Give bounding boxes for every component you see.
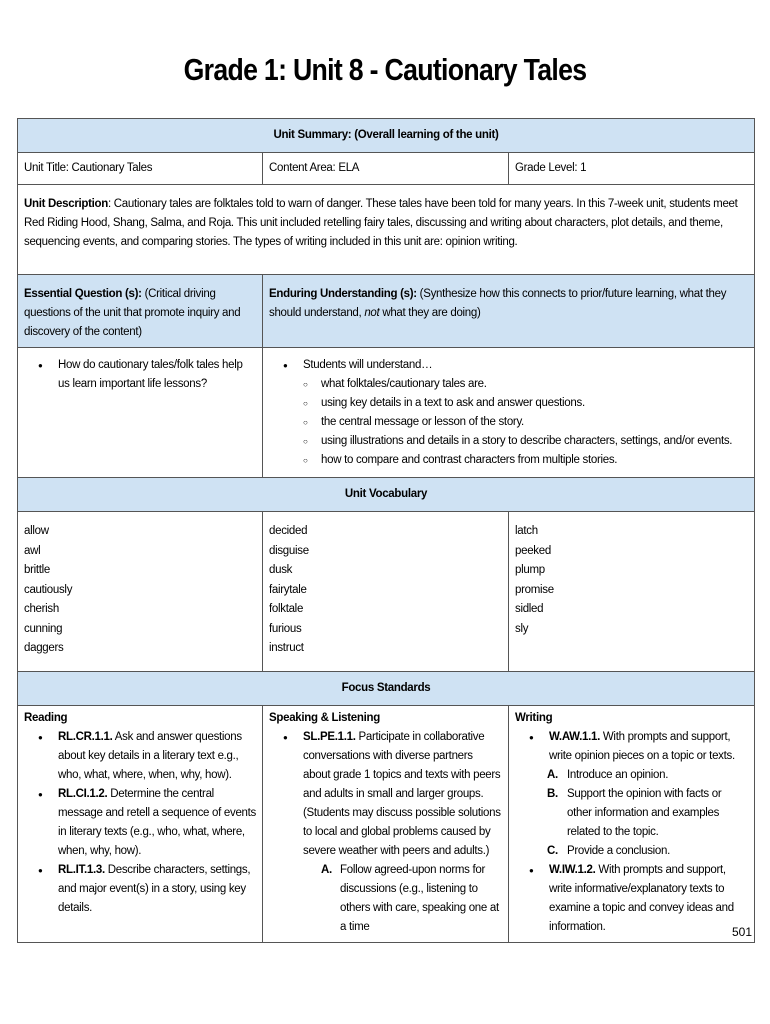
list-item	[515, 842, 748, 861]
vocab-column-1	[18, 512, 263, 672]
sub-text: Introduce an opinion.	[567, 769, 669, 781]
list-item: ○ using illustrations and details in a story to describe characters, settings, and/or events.	[269, 432, 748, 451]
vocab-word: instruct	[269, 642, 304, 654]
vocab-word: cautiously	[24, 583, 73, 596]
sub-key: A.	[547, 769, 558, 781]
standard-text: Participate in collaborative conversations with diverse partners about grade 1 topics and texts with peers and adults in small and larger groups. (Students may discuss possible solutions to local and global problems caused by severe weather with peers and adults.)	[303, 731, 501, 857]
vocab-word: decided	[269, 525, 308, 537]
vocab-word: plump	[515, 564, 545, 576]
reading-heading: Reading	[24, 712, 68, 724]
page-number: 501	[731, 925, 752, 939]
sub-text: Provide a conclusion.	[567, 845, 671, 857]
list-item: ○ using key details in a text to ask and answer questions.	[269, 394, 748, 413]
vocab-word: brittle	[24, 564, 51, 576]
standard-code: RL.CI.1.2.	[58, 788, 108, 800]
reading-standards	[18, 706, 263, 943]
writing-standards	[509, 706, 755, 943]
page-title: Grade 1: Unit 8 - Cautionary Tales	[183, 52, 587, 87]
enduring-hint-b: what they are doing)	[379, 307, 481, 319]
essential-label: Essential Question (s):	[24, 288, 142, 300]
vocab-word: cunning	[24, 622, 63, 635]
essential-questions	[18, 348, 263, 478]
standard-text: Determine the central message and retell a sequence of events in literary texts (e.g., who, what, where, when, why, how).	[58, 788, 256, 857]
standard-code: RL.IT.1.3.	[58, 864, 105, 876]
list-item	[269, 728, 502, 861]
enduring-lead: ● Students will understand…	[269, 356, 748, 375]
summary-header: Unit Summary: (Overall learning of the unit)	[18, 119, 755, 153]
standard-code: RL.CR.1.1.	[58, 731, 113, 743]
vocab-word: dusk	[269, 564, 293, 576]
list-item: ○ how to compare and contrast characters from multiple stories.	[269, 451, 748, 470]
unit-title-cell: Unit Title: Cautionary Tales	[18, 153, 263, 185]
vocab-word: cherish	[24, 603, 59, 615]
enduring-hint-a: (Synthesize how this connects to prior/future learning, what they should understand,	[269, 288, 727, 319]
essential-question-header	[18, 275, 263, 348]
list-item	[515, 728, 748, 766]
standard-text: Ask and answer questions about key details in a literary text e.g., who, what, where, when, why, how).	[58, 731, 242, 781]
vocabulary-header: Unit Vocabulary	[18, 478, 755, 512]
vocab-word: daggers	[24, 642, 64, 654]
vocab-word: sidled	[515, 603, 544, 615]
writing-heading: Writing	[515, 712, 553, 724]
vocab-word: sly	[515, 622, 529, 635]
list-item: ○ the central message or lesson of the story.	[269, 413, 748, 432]
list-item	[515, 861, 748, 937]
standard-text: Describe characters, settings, and major event(s) in a story, using key details.	[58, 864, 251, 914]
vocab-word: awl	[24, 544, 41, 557]
unit-table	[17, 118, 755, 943]
list-item	[269, 861, 502, 937]
vocab-column-3	[509, 512, 755, 672]
essential-hint: (Critical driving questions of the unit that promote inquiry and discovery of the content)	[24, 288, 241, 338]
list-item: ● How do cautionary tales/folk tales help us learn important life lessons?	[24, 356, 256, 394]
standard-text: With prompts and support, write opinion pieces on a topic or texts.	[549, 731, 735, 762]
content-area-cell: Content Area: ELA	[263, 153, 509, 185]
grade-level-cell: Grade Level: 1	[509, 153, 755, 185]
description-label: Unit Description	[24, 198, 109, 210]
vocab-column-2	[263, 512, 509, 672]
standard-text: With prompts and support, write informative/explanatory texts to examine a topic and convey ideas and information.	[549, 864, 734, 933]
vocab-word: fairytale	[269, 583, 307, 596]
sub-key: A.	[321, 864, 332, 876]
speaking-listening-standards	[263, 706, 509, 943]
list-item	[24, 785, 256, 861]
list-item: ○ what folktales/cautionary tales are.	[269, 375, 748, 394]
speaking-heading: Speaking & Listening	[269, 712, 380, 724]
enduring-label: Enduring Understanding (s):	[269, 288, 417, 300]
list-item	[515, 766, 748, 785]
enduring-understandings	[263, 348, 755, 478]
standard-code: W.AW.1.1.	[549, 731, 600, 743]
standard-code: SL.PE.1.1.	[303, 731, 356, 743]
sub-key: C.	[547, 845, 558, 857]
vocab-word: allow	[24, 525, 49, 537]
vocab-word: peeked	[515, 544, 551, 557]
vocab-word: folktale	[269, 603, 304, 615]
unit-description	[18, 185, 755, 275]
standard-code: W.IW.1.2.	[549, 864, 596, 876]
focus-standards-header: Focus Standards	[18, 672, 755, 706]
sub-text: Support the opinion with facts or other information and examples related to the topic.	[567, 788, 722, 838]
enduring-understanding-header	[263, 275, 755, 348]
sub-key: B.	[547, 788, 558, 800]
vocab-word: promise	[515, 583, 554, 596]
vocab-word: latch	[515, 525, 538, 537]
enduring-hint-em: not	[364, 307, 380, 319]
list-item	[515, 785, 748, 842]
vocab-word: disguise	[269, 544, 309, 557]
sub-text: Follow agreed-upon norms for discussions (e.g., listening to others with care, speaking one at a time	[340, 864, 499, 933]
list-item	[24, 728, 256, 785]
vocab-word: furious	[269, 622, 302, 635]
list-item	[24, 861, 256, 918]
description-text: : Cautionary tales are folktales told to warn of danger. These tales have been told for many years. In this 7-week unit, students meet Red Riding Hood, Shang, Salma, and Roja. This unit included retelling fairy tales, discussing and writing about characters, plot details, and theme, sequencing events, and comparing stories. The types of writing included in this unit are: opinion writing.	[24, 198, 738, 248]
